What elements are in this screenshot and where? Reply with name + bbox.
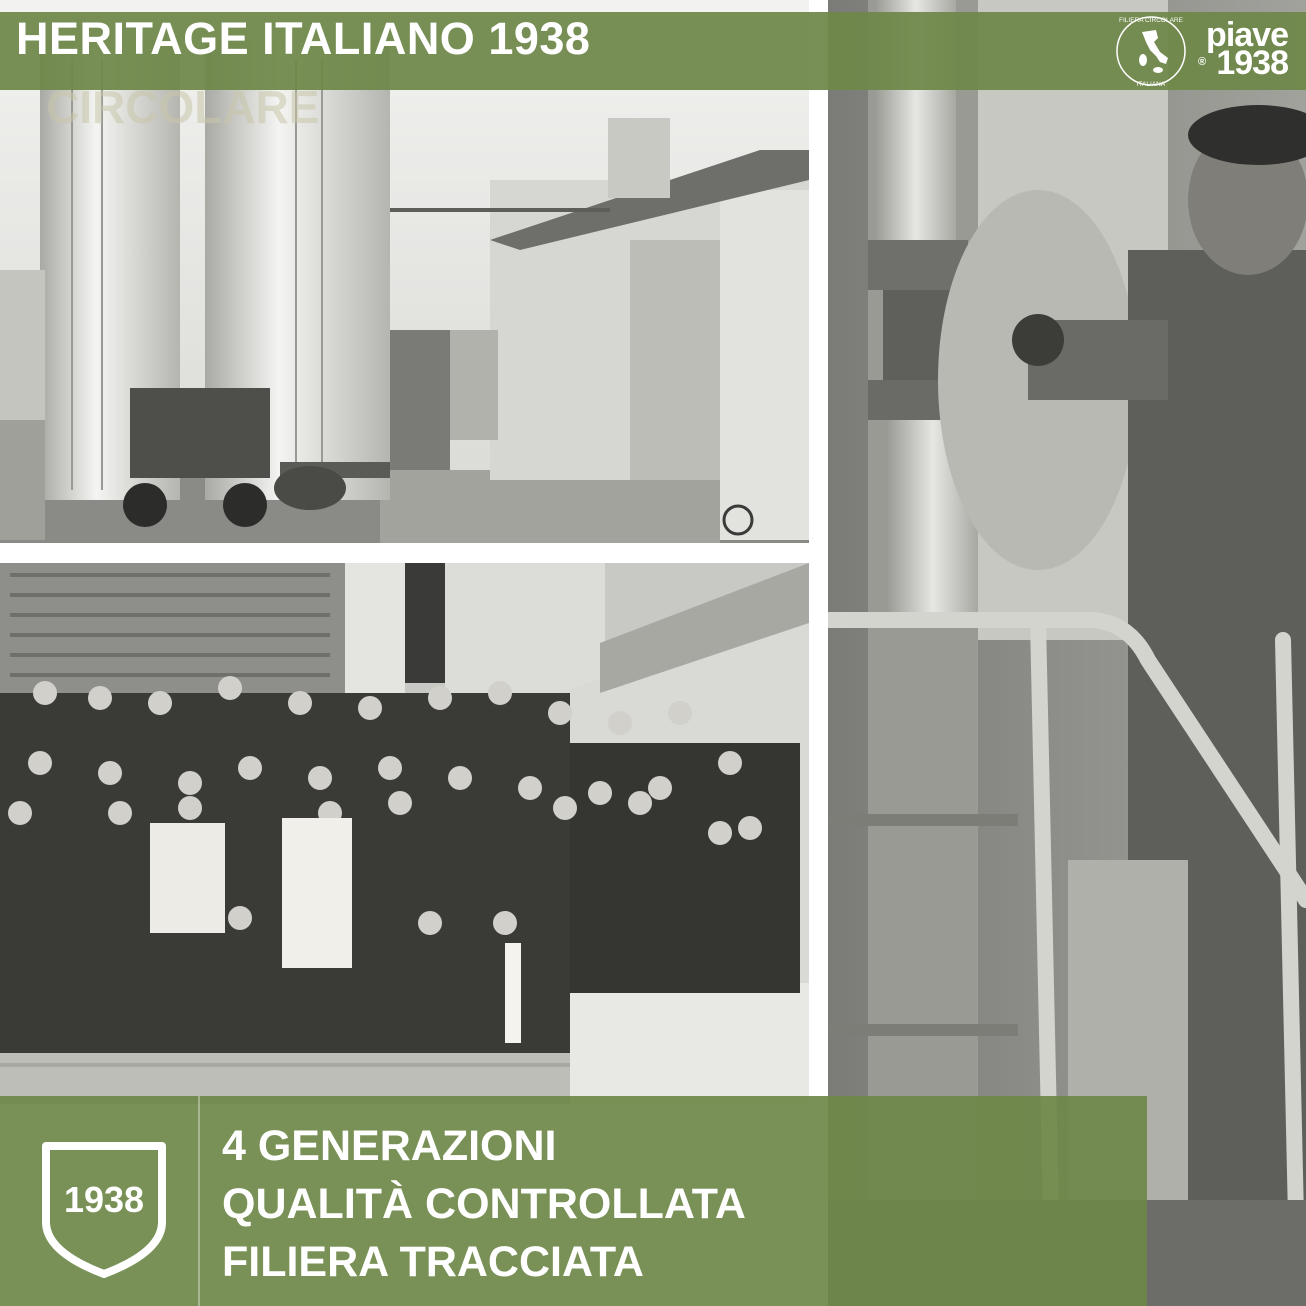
seal-text-bottom: ITALIANA (1136, 81, 1166, 88)
claim-quality: QUALITÀ CONTROLLATA (222, 1180, 746, 1228)
italy-map-icon (1139, 30, 1168, 73)
registered-mark: ® (1198, 56, 1207, 68)
ghost-subtitle: CIRCOLARE (46, 81, 320, 133)
seal-text-top: FILIERA CIRCOLARE (1119, 17, 1183, 24)
brand-year: 1938 (1216, 44, 1288, 82)
filiera-circolare-seal (1112, 12, 1190, 90)
shield-icon (40, 1140, 168, 1280)
claim-supply-chain: FILIERA TRACCIATA (222, 1238, 644, 1286)
badge-year: 1938 (63, 1179, 145, 1220)
claim-generations: 4 GENERAZIONI (222, 1122, 557, 1170)
panel-divider (198, 1096, 200, 1306)
page-title: HERITAGE ITALIANO 1938 (16, 13, 591, 64)
group-photo (0, 563, 809, 1104)
brand-name: piave (1206, 16, 1288, 54)
brand-logo (1198, 18, 1296, 84)
